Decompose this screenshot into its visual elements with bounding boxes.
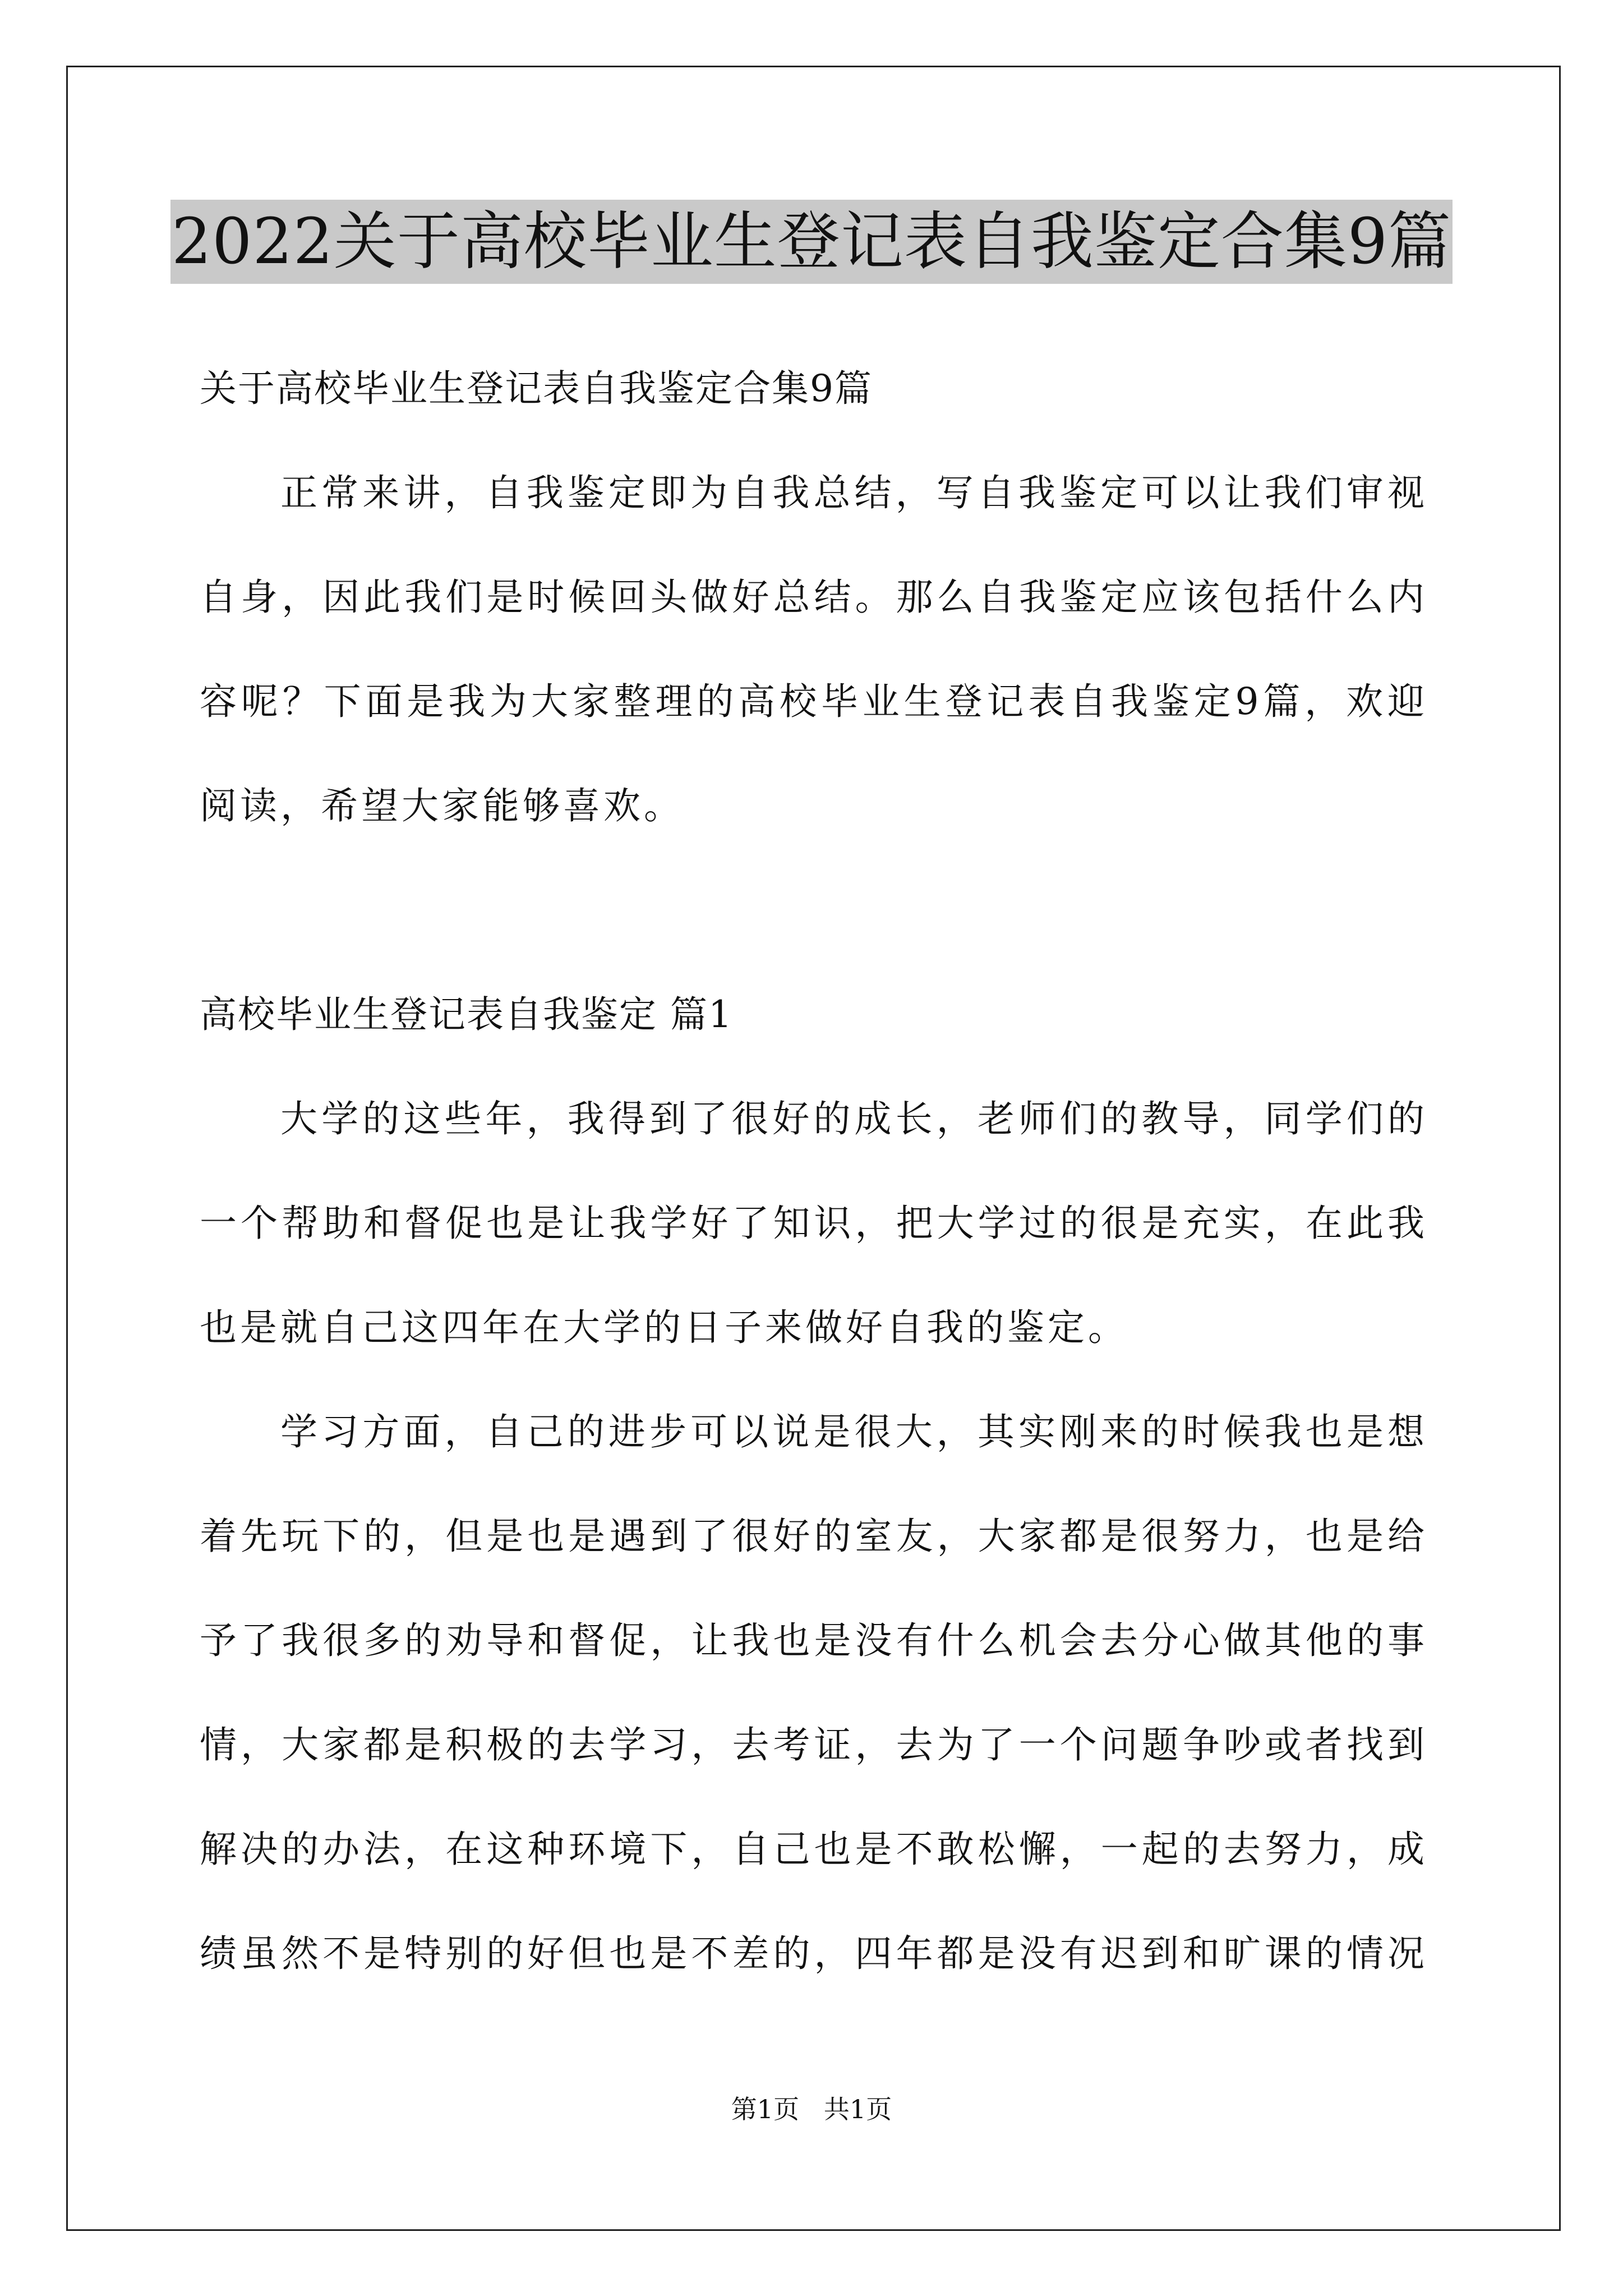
document-subtitle: 关于高校毕业生登记表自我鉴定合集9篇 (200, 367, 873, 410)
paragraph-1 (200, 1067, 1428, 1380)
paragraph-line: 也是就自己这四年在大学的日子来做好自我的鉴定。 (200, 1306, 1128, 1349)
paragraph-line: 大学的这些年，我得到了很好的成长，老师们的教导，同学们的 (280, 1097, 1428, 1140)
paragraph-line: 一个帮助和督促也是让我学好了知识，把大学过的很是充实，在此我 (200, 1202, 1428, 1245)
intro-line: 容呢？下面是我为大家整理的高校毕业生登记表自我鉴定9篇，欢迎 (200, 680, 1428, 723)
document-title: 2022关于高校毕业生登记表自我鉴定合集9篇 (170, 200, 1453, 284)
paragraph-line: 予了我很多的劝导和督促，让我也是没有什么机会去分心做其他的事 (200, 1619, 1428, 1662)
section-heading: 高校毕业生登记表自我鉴定 篇1 (200, 993, 733, 1036)
title-container (0, 200, 1623, 284)
intro-line: 阅读，希望大家能够喜欢。 (200, 784, 684, 827)
paragraph-line: 情，大家都是积极的去学习，去考证，去为了一个问题争吵或者找到 (200, 1723, 1428, 1766)
paragraph-line: 解决的办法，在这种环境下，自己也是不敢松懈，一起的去努力，成 (200, 1828, 1428, 1871)
paragraph-2 (200, 1380, 1428, 2006)
intro-paragraph (200, 441, 1428, 858)
paragraph-line: 绩虽然不是特别的好但也是不差的，四年都是没有迟到和旷课的情况 (200, 1932, 1428, 1975)
paragraph-line: 着先玩下的，但是也是遇到了很好的室友，大家都是很努力，也是给 (200, 1515, 1428, 1558)
page-footer: 第1页 共1页 (731, 2094, 892, 2124)
document-body (200, 337, 1428, 2006)
paragraph-line: 学习方面，自己的进步可以说是很大，其实刚来的时候我也是想 (280, 1410, 1428, 1453)
intro-line: 自身，因此我们是时候回头做好总结。那么自我鉴定应该包括什么内 (200, 576, 1428, 619)
paragraph-gap (200, 858, 1428, 963)
intro-line: 正常来讲，自我鉴定即为自我总结，写自我鉴定可以让我们审视 (280, 471, 1428, 514)
